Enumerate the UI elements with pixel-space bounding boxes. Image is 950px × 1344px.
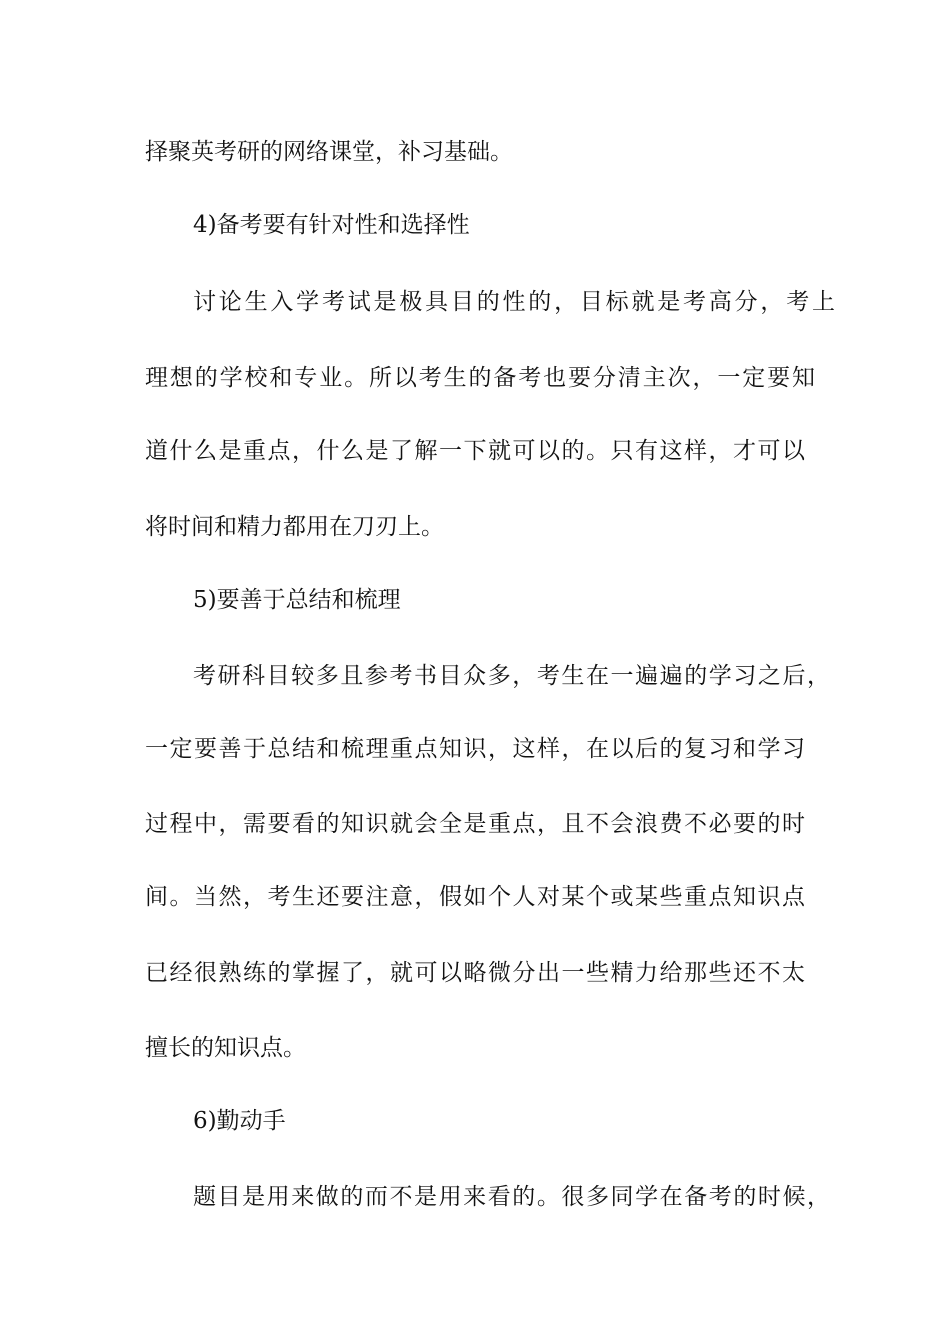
paragraph-line: 理想的学校和专业。所以考生的备考也要分清主次，一定要知 bbox=[145, 365, 815, 391]
paragraph-line: 道什么是重点，什么是了解一下就可以的。只有这样，才可以 bbox=[145, 438, 805, 464]
paragraph-line: 间。当然，考生还要注意，假如个人对某个或某些重点知识点 bbox=[145, 884, 805, 910]
paragraph-line: 擅长的知识点。 bbox=[145, 1035, 306, 1061]
paragraph-line: 一定要善于总结和梳理重点知识，这样，在以后的复习和学习 bbox=[145, 736, 805, 762]
paragraph-line: 过程中，需要看的知识就会全是重点，且不会浪费不必要的时 bbox=[145, 811, 805, 837]
paragraph-line: 题目是用来做的而不是用来看的。很多同学在备考的时候， bbox=[193, 1184, 830, 1210]
paragraph-line: 已经很熟练的掌握了，就可以略微分出一些精力给那些还不太 bbox=[145, 960, 805, 986]
paragraph-line: 讨论生入学考试是极具目的性的，目标就是考高分，考上 bbox=[193, 289, 835, 315]
paragraph-line: 考研科目较多且参考书目众多，考生在一遍遍的学习之后， bbox=[193, 663, 830, 689]
paragraph-line: 将时间和精力都用在刀刃上。 bbox=[145, 514, 444, 540]
section-heading-5: 5)要善于总结和梳理 bbox=[193, 587, 401, 613]
paragraph-line: 择聚英考研的网络课堂，补习基础。 bbox=[145, 139, 513, 165]
section-heading-6: 6)勤动手 bbox=[193, 1108, 286, 1134]
section-heading-4: 4)备考要有针对性和选择性 bbox=[193, 212, 470, 238]
